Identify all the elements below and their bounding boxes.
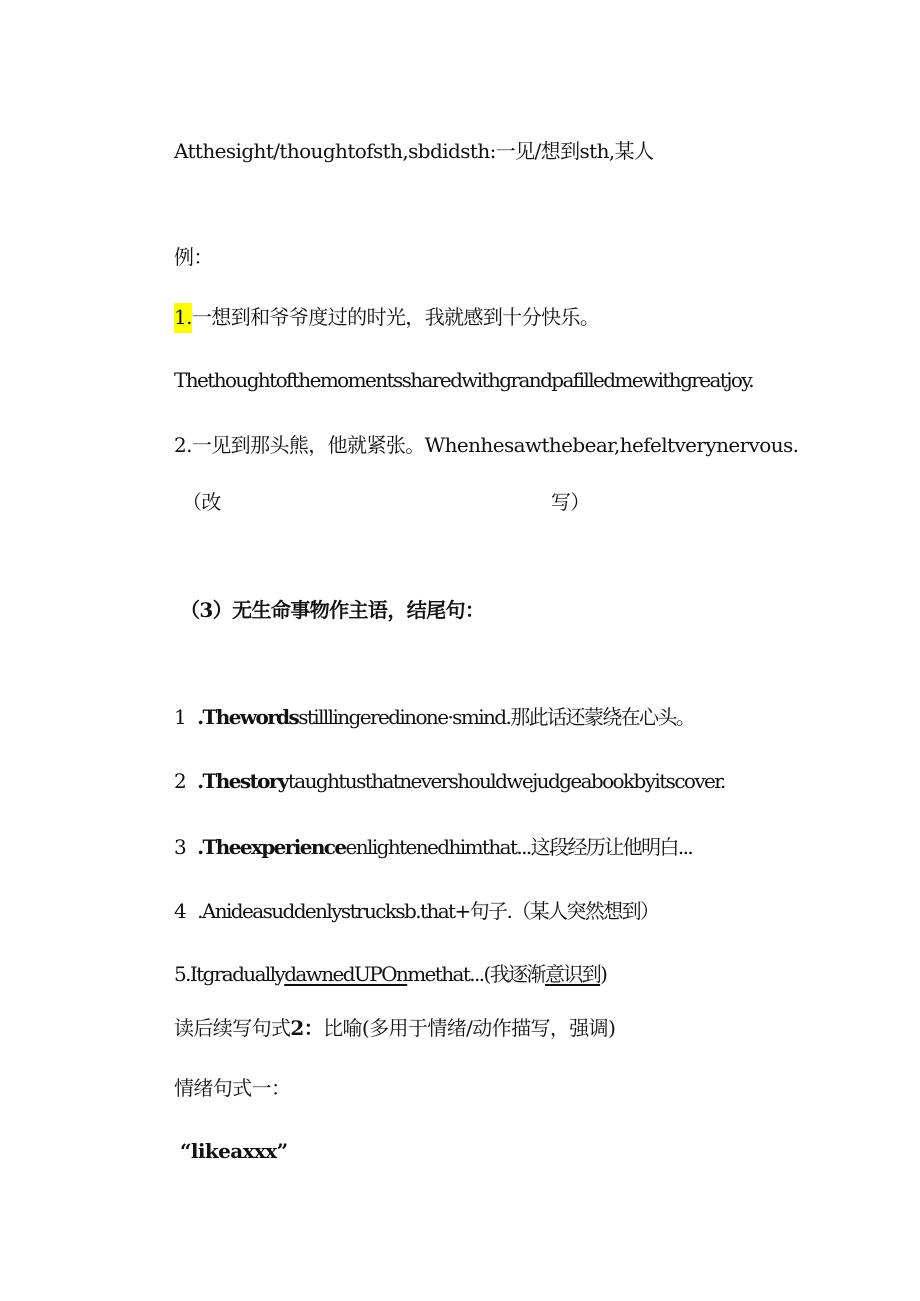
section-heading <box>180 596 484 624</box>
pattern-line <box>174 137 653 165</box>
sentence-2-number: 2 <box>174 769 186 793</box>
emotion-pattern-heading <box>174 1074 290 1102</box>
rewrite-note-start: （改 <box>182 490 221 514</box>
like-pattern <box>180 1137 288 1165</box>
sentence-5-start: 5.Itgradually <box>174 962 285 986</box>
sentence-1-number: 1 <box>174 705 186 729</box>
rewrite-note-end: 写） <box>550 490 590 514</box>
sentence-4-text: .Anideasuddenlystrucksb.that+句子.（某人突然想到） <box>197 899 659 923</box>
continuation-heading-number: 2： <box>290 1016 324 1040</box>
section-heading-text: （3）无生命事物作主语，结尾句： <box>180 598 485 622</box>
sentence-5-end: ) <box>600 962 607 986</box>
continuation-heading <box>174 1014 615 1042</box>
sentence-2 <box>174 767 725 795</box>
pattern-text: Atthesight/thoughtofsth,sbdidsth:一见/想到sth,某人 <box>174 139 654 163</box>
example-2-text: 2.一见到那头熊，他就紧张。Whenhesawthebear,hefeltverynervous. <box>174 433 799 457</box>
example-label-text: 例： <box>174 245 213 269</box>
sentence-4 <box>174 897 658 925</box>
sentence-1 <box>174 703 694 731</box>
rewrite-note <box>182 488 590 516</box>
sentence-3-subject: .Theexperience <box>197 835 346 859</box>
sentence-1-text: stilllingeredinone·smind.那此话还蒙绕在心头。 <box>298 705 695 729</box>
example-2 <box>174 431 798 459</box>
sentence-3-text: enlightenedhimthat...这段经历让他明白... <box>345 835 693 859</box>
sentence-3-number: 3 <box>174 835 186 859</box>
example-1-text: 一想到和爷爷度过的时光，我就感到十分快乐。 <box>191 305 600 329</box>
sentence-5-underlined-phrase: dawnedUPOn <box>284 962 408 986</box>
sentence-5-underlined-meaning: 意识到 <box>544 962 601 986</box>
sentence-4-number: 4 <box>174 899 186 923</box>
emotion-pattern-text: 情绪句式一： <box>174 1076 291 1100</box>
sentence-5 <box>174 960 606 988</box>
like-pattern-text: “likeaxxx” <box>180 1139 288 1163</box>
example-label <box>174 243 213 271</box>
continuation-heading-start: 读后续写句式 <box>174 1016 291 1040</box>
sentence-2-text: taughtusthatnevershouldwejudgeabookbyitscover. <box>287 769 725 793</box>
example-1-english <box>174 366 753 394</box>
highlighted-number: 1. <box>174 303 192 333</box>
sentence-3 <box>174 833 692 861</box>
sentence-5-middle: methat...(我逐渐 <box>407 962 545 986</box>
sentence-2-subject: .Thestory <box>197 769 288 793</box>
sentence-1-subject: .Thewords <box>197 705 299 729</box>
continuation-heading-end: 比喻(多用于情绪/动作描写，强调) <box>323 1016 616 1040</box>
example-1-chinese <box>174 303 599 331</box>
example-1-translation: Thethoughtofthemomentssharedwithgrandpafilledmewithgreatjoy. <box>174 368 754 392</box>
